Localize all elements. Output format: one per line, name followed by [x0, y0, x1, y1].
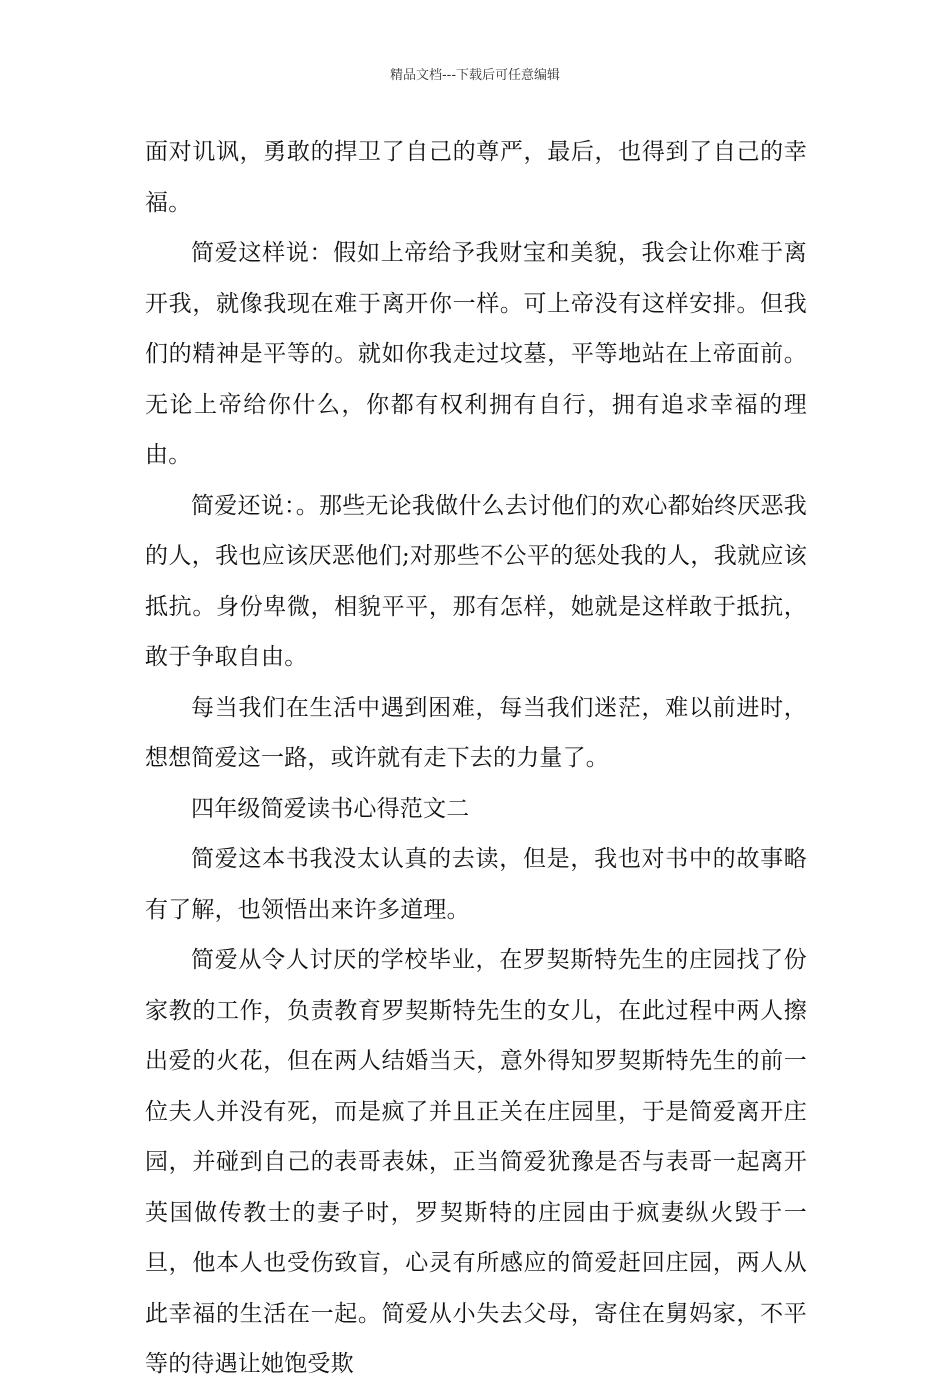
- paragraph-4: 每当我们在生活中遇到困难，每当我们迷茫，难以前进时，想想简爱这一路，或许就有走下去的力量了。: [145, 694, 807, 771]
- paragraph-1: 面对讥讽，勇敢的捍卫了自己的尊严，最后，也得到了自己的幸福。: [145, 139, 807, 216]
- paragraph-6: 简爱从令人讨厌的学校毕业，在罗契斯特先生的庄园找了份家教的工作，负责教育罗契斯特先生的女儿，在此过程中两人擦出爱的火花，但在两人结婚当天，意外得知罗契斯特先生的前一位夫人并没有死，而是疯了并且正关在庄园里，于是简爱离开庄园，并碰到自己的表哥表妹，正当简爱犹豫是否与表哥一起离开英国做传教士的妻子时，罗契斯特的庄园由于疯妻纵火毁于一旦，他本人也受伤致盲，心灵有所感应的简爱赶回庄园，两人从此幸福的生活在一起。简爱从小失去父母，寄住在舅妈家，不平等的待遇让她饱受欺: [145, 947, 807, 1377]
- paragraph-2: 简爱这样说：假如上帝给予我财宝和美貌，我会让你难于离开我，就像我现在难于离开你一样。可上帝没有这样安排。但我们的精神是平等的。就如你我走过坟墓，平等地站在上帝面前。无论上帝给你什么，你都有权利拥有自行，拥有追求幸福的理由。: [145, 240, 807, 468]
- section-heading: 四年级简爱读书心得范文二: [191, 795, 470, 822]
- page-header: 精品文档---下载后可任意编辑: [389, 68, 561, 83]
- paragraph-3: 简爱还说：。那些无论我做什么去讨他们的欢心都始终厌恶我的人，我也应该厌恶他们;对那些不公平的惩处我的人，我就应该抵抗。身份卑微，相貌平平，那有怎样，她就是这样敢于抵抗，敢于争取自由。: [145, 492, 807, 670]
- document-body: [145, 127, 807, 1390]
- paragraph-5: 简爱这本书我没太认真的去读，但是，我也对书中的故事略有了解，也领悟出来许多道理。: [145, 846, 807, 923]
